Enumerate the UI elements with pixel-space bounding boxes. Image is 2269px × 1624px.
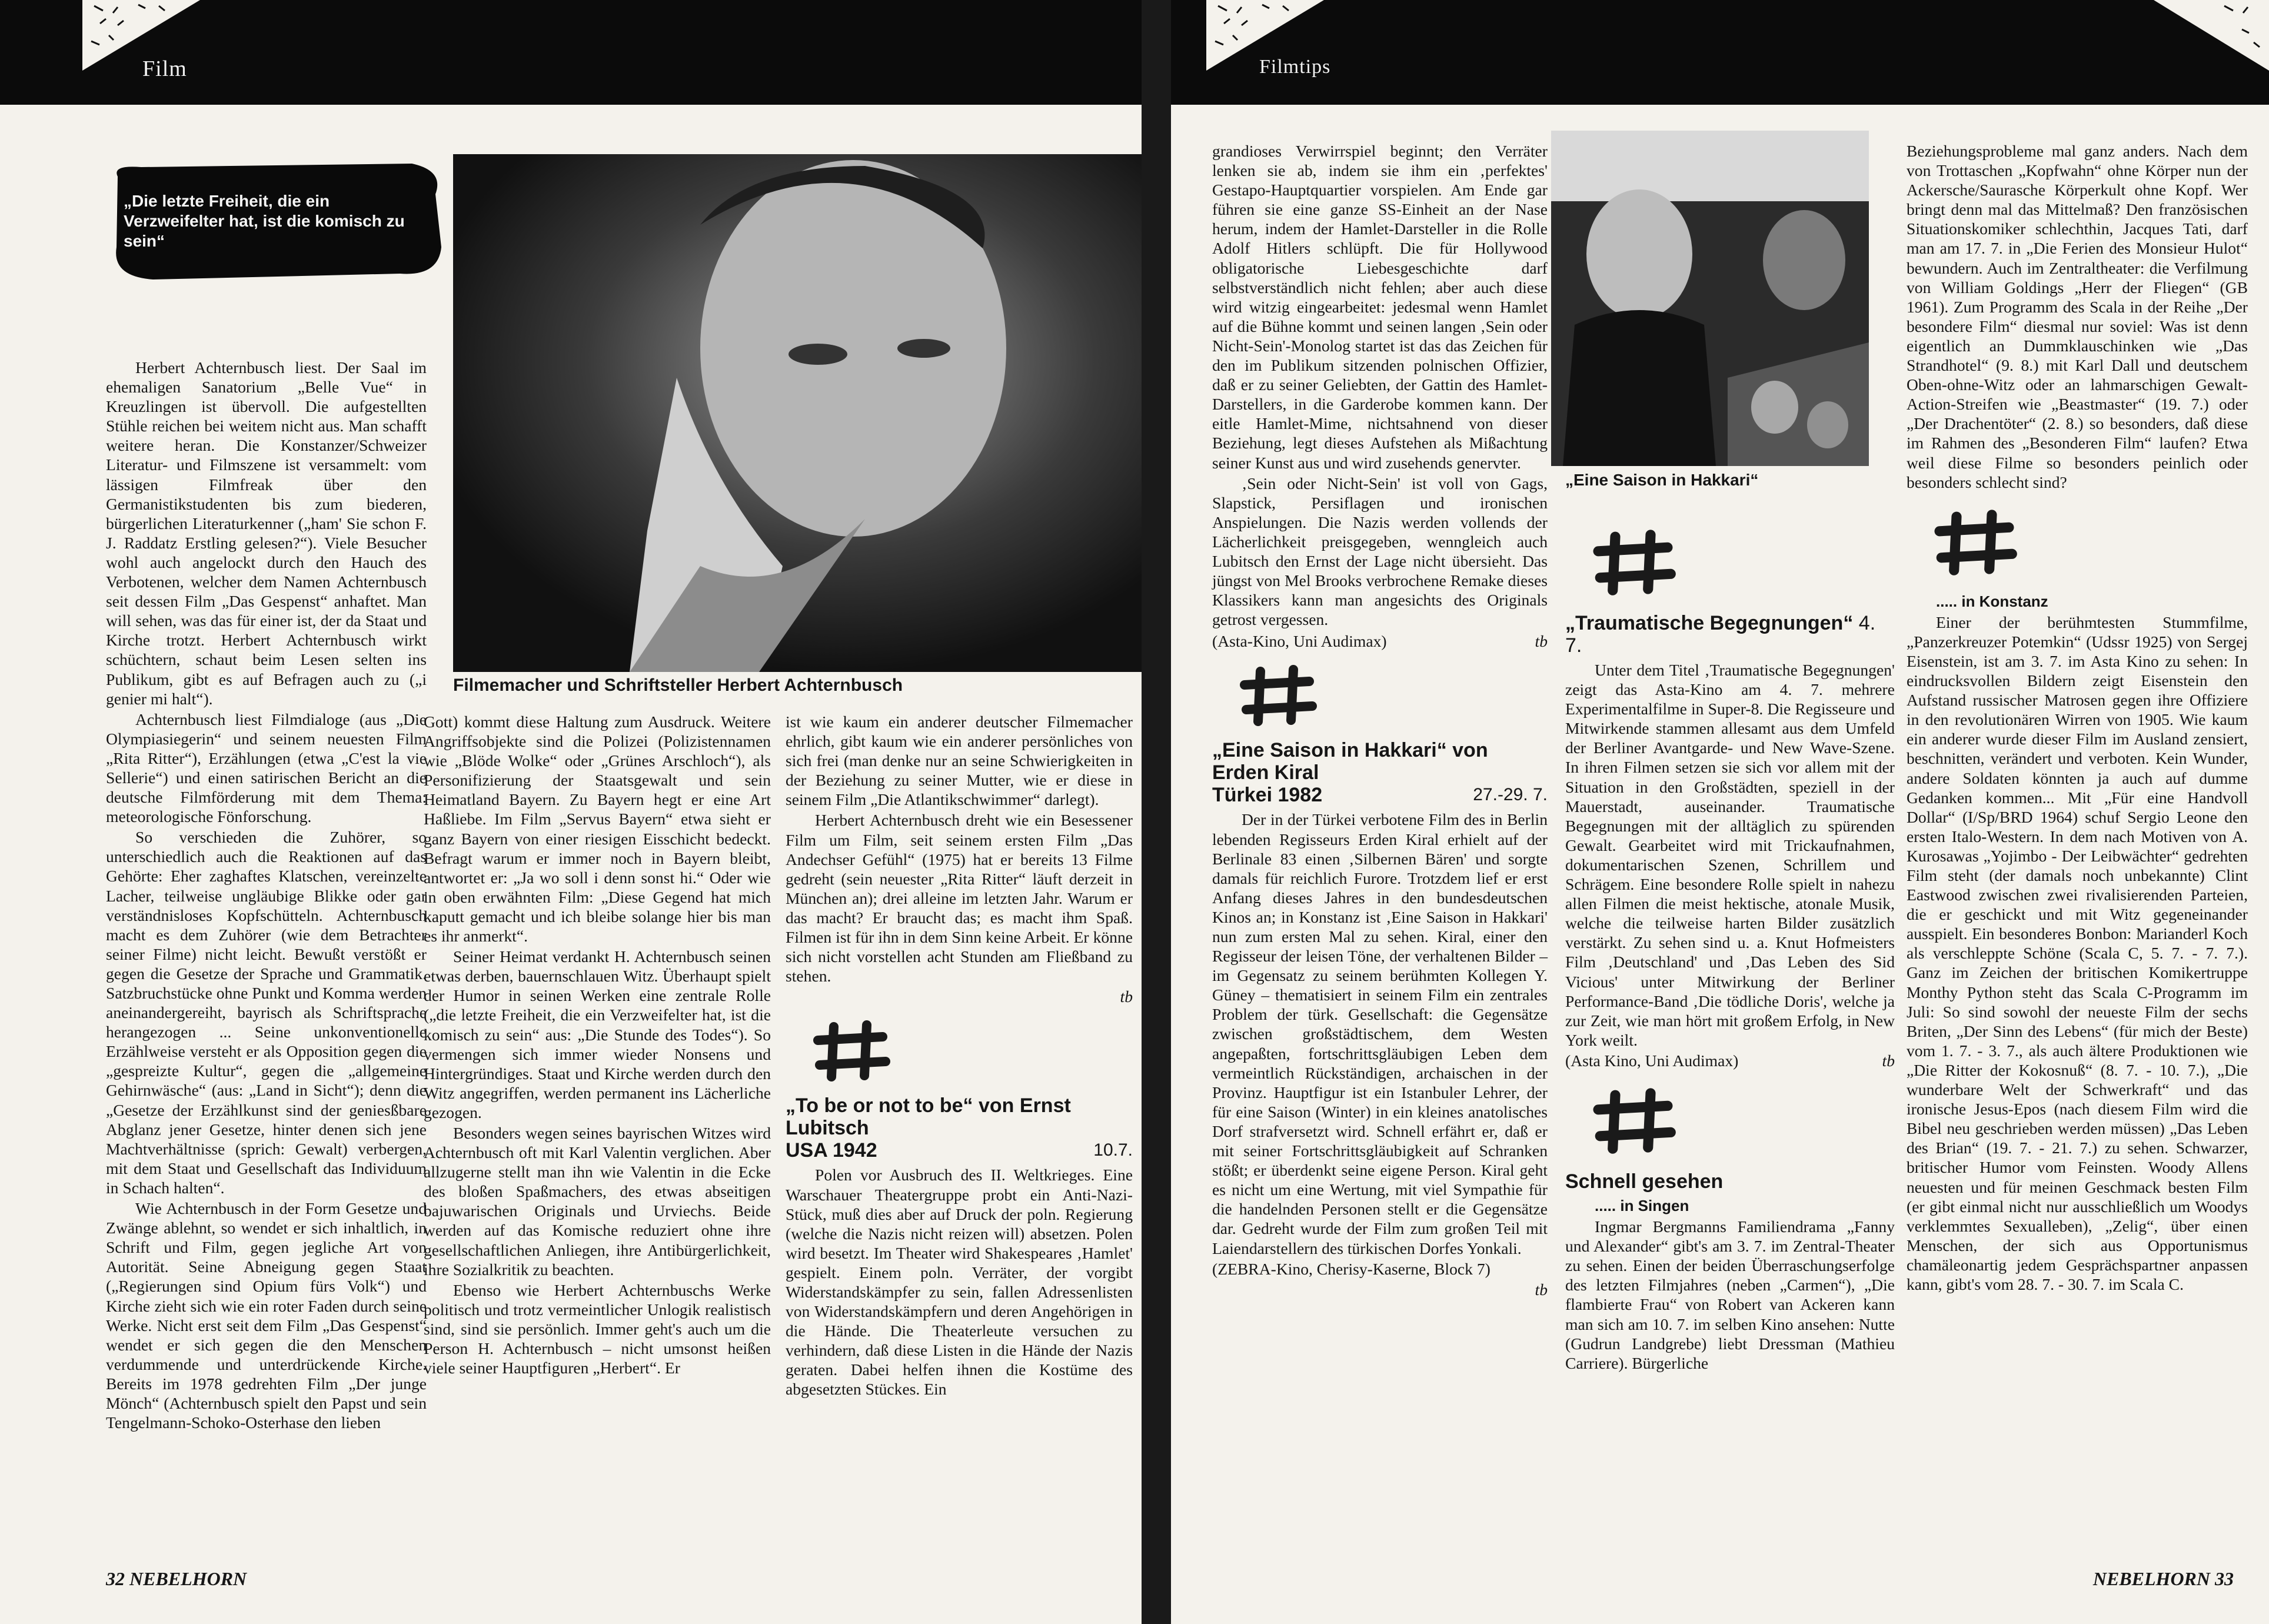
author-signature: tb bbox=[1535, 632, 1548, 651]
paragraph: Einer der berühmtesten Stummfilme, „Panzerkreuzer Potemkin“ (Udssr 1925) von Sergej Eisenstein, ist am 3. 7. im Asta Kino zu sehen: In eindrucksvollen Bildern zeigt Eisenstein den Aufstand russischer Matrosen gegen ihre Offiziere in den revolutionären Wirren von 1905. Wie kaum ein anderer wurde dieser Film im Ausland zensiert, beschnitten, verändert und verboten. Kein Wunder, andere Soldaten könnten ja auch auf dumme Gedanken kommen... Mit „Für eine Handvoll Dollar“ (I/Sp/BRD 1964) schuf Sergio Leone den ersten Italo-Western. In dem nach Motiven von A. Kurosawas „Yojimbo - Der Leibwächter“ gedrehten Film steht (der damals noch unbekannte) Clint Eastwood zwischen zwei rivalisierenden Parteien, die er geschickt und mit Witz gegeneinander ausspielt. Ein besonderes Bonbon: Marianderl Koch als verschleppte Schöne (Scala C, 5. 7. - 7. 7.). Ganz im Zeichen der britischen Komikertruppe Monthy Python steht das Scala C-Programm im Juli: So sind sowohl der neueste Film der sechs Briten, „Der Sinn des Lebens“ (für mich der Beste) vom 1. 7. - 3. 7., als auch ältere Produktionen wie „Die Ritter der Kokosnuß“ (8. 7. - 10. 7.), „Die wunderbare Welt der Schwerkraft“ und das ironische Jesus-Epos (nach diesem Film wird die Bibel neu geschrieben werden müssen) „Das Leben des Brian“ (19. 7. - 21. 7.) zu sehen. Schwarzer, britischer Humor vom Feinsten. Woody Allens neuesten und für meinen Geschmack besten Film (er gibt einmal nicht nur ausschließlich um Woodys verklemmtes Sexualleben), „Zelig“, über einen Menschen, der sich aus Opportunismus chamäleonartig jedem Gesprächspartner anpassen kann, gibt's vom 28. 7. - 30. 7. im Scala C. bbox=[1907, 613, 2248, 1293]
hash-mark-icon bbox=[1589, 1082, 1677, 1159]
page-folio: NEBELHORN 33 bbox=[2092, 1568, 2234, 1589]
right-column-1 bbox=[1212, 141, 1548, 1300]
paragraph: Polen vor Ausbruch des II. Weltkrieges. Eine Warschauer Theatergruppe probt ein Anti-Nazi-Stück, muß dies aber auf Druck der poln. Regierung (welche die Nazis nicht reizen will) absetzen. Polen wird besetzt. Im Theater wird Shakespeares ‚Hamlet' gespielt. Einem poln. Verräter, der vorgibt Widerstandskämpfer zu sein, fallen Adressenlisten von Widerstandskämpfern und deren Angehörigen in die Hände. Die Theaterleute versuchen zu verhindern, daß diese Listen in die Hände der Nazis geraten. Dabei helfen ihnen die Kostüme des abgesetzten Stückes. Ein bbox=[786, 1166, 1133, 1399]
left-column-2 bbox=[424, 712, 771, 1379]
venue-source bbox=[1212, 631, 1548, 651]
venue: (Asta Kino, Uni Audimax) bbox=[1565, 1051, 1739, 1070]
tobe-heading bbox=[786, 1094, 1133, 1162]
tobe-country: USA 1942 bbox=[786, 1139, 877, 1162]
schnell-heading: Schnell gesehen bbox=[1565, 1170, 1724, 1193]
right-header-bar bbox=[1171, 0, 2269, 105]
hash-mark-icon bbox=[809, 1018, 891, 1083]
tobe-date: 10.7. bbox=[1093, 1140, 1133, 1160]
author-signature: tb bbox=[1535, 1280, 1548, 1299]
film-still-photo bbox=[1551, 131, 1869, 466]
header-triangle-icon bbox=[2154, 0, 2269, 71]
saison-heading bbox=[1212, 739, 1548, 806]
paragraph: ‚Sein oder Nicht-Sein' ist voll von Gags, Slapstick, Persiflagen und ironischen Anspielungen. Die Nazis werden vollends der Lächerlichkeit preisgegeben, wenngleich auch Lubitsch den Ernst der Lage nicht übersieht. Das jüngst von Mel Brooks verbrochene Remake dieses Klassikers kann man angesichts des Originals getrost vergessen. bbox=[1212, 474, 1548, 629]
venue: (Asta-Kino, Uni Audimax) bbox=[1212, 632, 1387, 651]
paragraph: Herbert Achternbusch dreht wie ein Besessener Film um Film, seit seinem ersten Film „Das Andechser Gefühl“ (1975) hat er bereits 13 Filme gedreht (sein neuester „Rita Ritter“ läuft derzeit in München an); drei alleine im letzten Jahr. Warum er das macht? Er braucht das; es macht ihm Spaß. Filmen ist für ihn in dem Sinn keine Arbeit. Er könne sich nicht vorstellen acht Stunden am Fließband zu stehen. bbox=[786, 811, 1133, 986]
left-column-1 bbox=[106, 358, 427, 1433]
saison-country: Türkei 1982 bbox=[1212, 784, 1323, 807]
paragraph: Herbert Achternbusch liest. Der Saal im ehemaligen Sanatorium „Belle Vue“ in Kreuzlingen ist übervoll. Die aufgestellten Stühle reichen bei weitem nicht aus. Man schafft weitere heran. Die Konstanzer/Schweizer Literatur- und Filmszene ist versammelt: vom lässigen Filmfreak über den Germanistikstudenten bis zum biederen, bürgerlichen Literaturkenner („ham' Sie schon F. J. Raddatz Erstling gelesen?“). Viele Besucher wohl auch angelockt durch den Hauch des Verbotenen, welcher dem Namen Achternbusch seit dessen Film „Das Gespenst“ anhaftet. Man will sehen, was das für einer ist, der da Staat und Kirche trotzt. Herbert Achternbusch wirkt schüchtern, schaut beim Lesen selten ins Publikum, gibt es auf Befragen auch zu („i genier mi halt“). bbox=[106, 358, 427, 708]
right-column-2 bbox=[1565, 512, 1895, 1374]
paragraph: Unter dem Titel ‚Traumatische Begegnungen' zeigt das Asta-Kino am 4. 7. mehrere Experimentalfilme in Super-8. Die Regisseure und Mitwirkende stammen allesamt aus dem Umfeld der Berliner Avantgarde- und New Wave-Szene. In ihren Filmen setzen sie sich vor allem mit der Situation in den Großstädten, speziell in der Mauerstadt, auseinander. Traumatische Begegnungen mit der alltäglich zu spürenden Gewalt. Gearbeitet wird mit Trickaufnahmen, dokumentarischen Szenen, Schrillem und Schrägem. Eine besondere Rolle spielt in nahezu allen Filmen die meist hektische, atonale Musik, welche die teilweise harten Bilder zusätzlich verstärkt. Zu sehen sind u. a. Knut Hofmeisters Film ‚Deutschland' und ‚Das Leben des Sid Vicious' unter Mitwirkung der Berliner Performance-Band ‚Die tödliche Doris', welche ja zur Zeit, wie man hört mit großem Erfolg, in New York weilt. bbox=[1565, 661, 1895, 1049]
portrait-photo bbox=[453, 154, 1142, 672]
photo-caption: Filmemacher und Schriftsteller Herbert Achternbusch bbox=[453, 675, 903, 695]
right-page bbox=[1171, 0, 2269, 1624]
paragraph: So verschieden die Zuhörer, so unterschiedlich auch die Reaktionen auf das Gehörte: Eher zaghaftes Klatschen, vereinzelte Lacher, teilweise ungläubige Blikke oder gar verständnisloses Kopfschütteln. Achternbusch macht es dem Zuhörer (wie dem Betrachter seiner Filme) nicht leicht. Bewußt verstößt er gegen die Gesetze der Sprache und Grammatik. Satzbruchstücke ohne Punkt und Komma werden aneinandergereiht, bayrisch als Schriftsprache herangezogen ... Seine unkonventionelle Erzählweise versteht er als Opposition gegen die „gespreizte Kultur“, gegen die „allgemeine Gehirnwäsche“ (aus: „Land in Sicht“); denn die „Gesetze der Erzählkunst sind der geniesßbare Abglanz jener Gesetze, hinter denen sich jene Machtverhältnisse (sprich: Gewalt) verbergen, mit dem Staat und Gesellschaft das Individuum in Schach halten“. bbox=[106, 828, 427, 1197]
photo-caption: „Eine Saison in Hakkari“ bbox=[1565, 471, 1759, 489]
page-folio: 32 NEBELHORN bbox=[106, 1568, 247, 1589]
paragraph: Seiner Heimat verdankt H. Achternbusch seinen etwas derben, bauernschlauen Witz. Überhaupt spielt der Humor in seinen Werken eine zentrale Rolle („die letzte Freiheit, die ein Verzweifelter hat, ist die komisch zu sein“ aus: „Die Stunde des Todes“). So vermengen sich immer wieder Nonsens und Hintergründiges. Staat und Kirche werden durch den Witz angegriffen, werden permanent ins Lächerliche gezogen. bbox=[424, 947, 771, 1122]
paragraph: Besonders wegen seines bayrischen Witzes wird Achternbusch oft mit Karl Valentin verglichen. Aber allzugerne stellt man ihn wie Valentin in die Ecke des bloßen Spaßmachers, des etwas abseitigen bajuwarischen Originals und Urviechs. Beide werden auf das Komische reduziert ohne ihre gesellschaftlichen Anliegen, ihre Antibürgerlichkeit, ihre Sozialkritik zu beachten. bbox=[424, 1123, 771, 1279]
tobe-title: „To be or not to be“ von Ernst Lubitsch bbox=[786, 1094, 1071, 1140]
subheading: ..... in Konstanz bbox=[1936, 592, 2048, 610]
hash-mark-icon bbox=[1589, 524, 1677, 600]
saison-date: 27.-29. 7. bbox=[1473, 785, 1548, 805]
paragraph: Wie Achternbusch in der Form Gesetze und Zwänge ablehnt, so wendet er sich inhaltlich, in Schrift und Film, gegen jegliche Art von Autorität. Seine Abneigung gegen Staat („Regierungen sind Opium fürs Volk“) und Kirche zieht sich wie ein roter Faden durch seine Werke. Nicht erst seit dem Film „Das Gespenst“ wendet er sich gegen die den Menschen verdummende und unterdrückende Kirche. Bereits im 1978 gedrehten Film „Der junge Mönch“ (Achternbusch spielt den Papst und sein Tengelmann-Schoko-Osterhase den lieben bbox=[106, 1199, 427, 1432]
author-signature: tb bbox=[1882, 1051, 1895, 1070]
paragraph: Beziehungsprobleme mal ganz anders. Nach dem von Trottaschen „Kopfwahn“ ohne Körper nun der Ackersche/Saurasche Körperkult ohne Kopf. Wer bringt denn mal das Mittelmaß? Den französischen Situationskomiker schlechthin, Jacques Tati, darf man am 17. 7. in „Die Ferien des Monsieur Hulot“ bewundern. Auch im Zentraltheater: die Verfilmung von William Goldings „Herr der Fliegen“ (GB 1961). Zum Programm des Scala in der Reihe „Der besondere Film“ diesmal nur soviel: Was ist denn eigentlich an Dummklauschinken wie „Das Strandhotel“ (9. 8.) mit Karl Dall und deutschem Oben-ohne-Witz oder an lahmarschigen Gewalt-Action-Streifen wie „Beastmaster“ (19. 7.) oder „Der Drachentöter“ (2. 8.) so besonders, daß diese im Rahmen des „Besonderen Film“ laufen? Etwa weil diese Filme so besonders peinlich oder besonders schlecht sind? bbox=[1907, 142, 2248, 491]
section-label: Filmtips bbox=[1259, 56, 1331, 78]
paragraph: Ingmar Bergmanns Familiendrama „Fanny und Alexander“ gibt's am 3. 7. im Zentral-Theater zu sehen. Einen der beiden Überraschungserfolge des letzten Filmjahres (neben „Carmen“), „Die flambierte Frau“ von Robert van Ackeren kann man sich am 10. 7. im selben Kino ansehen: Nutte (Gudrun Landgrebe) liebt Dressman (Mathieu Carriere). Bürgerliche bbox=[1565, 1217, 1895, 1372]
paragraph: Der in der Türkei verbotene Film des in Berlin lebenden Regisseurs Erden Kiral erhielt auf der Berlinale 83 einen ‚Silbernen Bären' und sorgte damals für reichlich Furore. Trotzdem lief er erst Anfang dieses Jahres in den bundesdeutschen Kinos an; in Konstanz ist ‚Eine Saison in Hakkari' nun zum ersten Mal zu sehen. Kiral, einer den Regisseur der leisen Töne, der verhaltenen Bilder – im Gegensatz zu seinem berühmten Kollegen Y. Güney – thematisiert in seinem Film ein zentrales Problem der türk. Gesellschaft: die Gegensätze zwischen großstädtischem, dem Westen angepaßten, fortschrittsgläubigen Leben dem vermeintlich Rückständigen, archaischen in der Provinz. Hauptfigur ist ein Istanbuler Lehrer, der für eine Saison (Winter) in ein kleines anatolisches Dorf strafversetzt wird. Schnell erfährt er, daß er mit seiner Fortschrittsgläubigkeit auf Schranken stößt; er überdenkt seine eigene Person. Kiral geht es nicht um eine Wertung, mit viel Sympathie für die handelnden Personen stellt er die Gegensätze dar. Gedreht wurde der Film zum großen Teil mit Laiendarstellern des türkischen Dorfes Yonkali. bbox=[1212, 810, 1548, 1257]
venue-source bbox=[1565, 1051, 1895, 1070]
subheading: ..... in Singen bbox=[1595, 1196, 1689, 1214]
trauma-date: 4. 7. bbox=[1565, 612, 1876, 657]
paragraph: grandioses Verwirrspiel beginnt; den Verräter lenken sie ab, indem sie ihm ein ‚perfektes' Gestapo-Hauptquartier vorspielen. Am Ende gar führen sie eine ganze SS-Einheit an der Nase herum, indem der Hamlet-Darsteller in die Rolle Adolf Hitlers schlüpft. Die für Hollywood obligatorische Liebesgeschichte darf selbstverständlich nicht fehlen; aber auch diese wird witzig eingearbeitet: jedesmal wenn Hamlet auf die Bühne kommt und seinen langen ‚Sein oder Nicht-Sein'-Monolog startet ist das das Zeichen für den im Publikum sitzenden polnischen Offizier, daß er zu seiner Geliebten, der Gattin des Hamlet-Darstellers, in die Garderobe kommen kann. Der eitle Hamlet-Mime, nichtsahnend von dieser Beziehung, legt dieses Aufstehen als Mißachtung seiner Kunst aus und wird zusehends genervter. bbox=[1212, 142, 1548, 472]
section-label: Film bbox=[142, 56, 187, 81]
author-signature: tb bbox=[1120, 987, 1133, 1006]
trauma-title: „Traumatische Begegnungen“ bbox=[1565, 612, 1854, 634]
venue: (ZEBRA-Kino, Cherisy-Kaserne, Block 7) bbox=[1212, 1259, 1491, 1278]
paragraph: Achternbusch liest Filmdialoge (aus „Die Olympiasiegerin“ und seinem neuesten Film „Rita Ritter“), Erzählungen (etwa „C'est la vie Sellerie“) und einen satirischen Bericht an die deutsche Filmförderung mit dem Thema: meteorologische Fönforschung. bbox=[106, 710, 427, 826]
right-column-3 bbox=[1907, 141, 2248, 1295]
hash-mark-icon bbox=[1930, 504, 2018, 580]
pull-quote: „Die letzte Freiheit, die ein Verzweifelter hat, ist die komisch zu sein“ bbox=[124, 192, 405, 250]
hash-mark-icon bbox=[1236, 663, 1318, 727]
left-column-3 bbox=[786, 712, 1133, 1400]
saison-title: „Eine Saison in Hakkari“ von Erden Kiral bbox=[1212, 739, 1488, 784]
paragraph: ist wie kaum ein anderer deutscher Filmemacher ehrlich, gibt kaum wie ein anderer persönliches von sich frei (man denke nur an seine Schwierigkeiten in der Beziehung zu seiner Mutter, wie er diese in seinem Film „Die Atlantikschwimmer“ darlegt). bbox=[786, 713, 1133, 809]
trauma-heading bbox=[1565, 612, 1895, 657]
paragraph: Ebenso wie Herbert Achternbuschs Werke politisch und trotz vermeintlicher Unlogik realistisch sind, sind sie persönlich. Immer geht's auch um die Person H. Achternbusch – nicht umsonst heißen viele seiner Hauptfiguren „Herbert“. Er bbox=[424, 1280, 771, 1377]
paragraph: Gott) kommt diese Haltung zum Ausdruck. Weitere Angriffsobjekte sind die Polizei (Polizistennamen wie „Blöde Wolke“ oder „Grünes Arschloch“), als Personifizierung der Staatsgewalt und sein Heimatland Bayern. Zu Bayern hegt er eine Art Haßliebe. Im Film „Servus Bayern“ etwa sieht er ganz Bayern von einer riesigen Eisschicht bedeckt. Befragt warum er immer noch in Bayern bleibt, antwortet er: „Ja wo soll i denn sonst hi.“ Oder wie in oben erwähnten Film: „Diese Gegend hat mich kaputt gemacht und ich bleibe solange hier bis man es ihr anmerkt“. bbox=[424, 713, 771, 946]
